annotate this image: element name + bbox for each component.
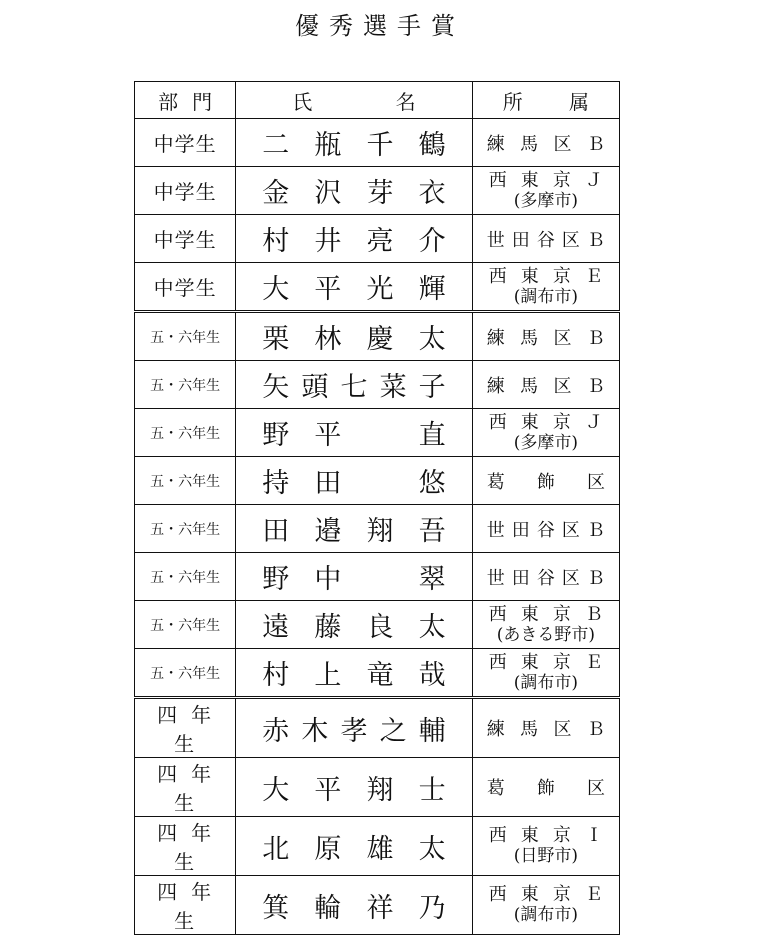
table-row: [135, 758, 620, 817]
header-name: 氏 名: [236, 82, 472, 119]
name-cell: 田邉翔吾: [236, 505, 472, 553]
name-cell: 村上竜哉: [236, 649, 472, 698]
table-row: [135, 263, 620, 312]
affiliation-cell: [472, 167, 619, 215]
affiliation-team: 西東京Ｅ: [488, 265, 603, 287]
affiliation-cell: [472, 817, 619, 876]
division-cell: 中学生: [135, 167, 236, 215]
affiliation-cell: [472, 601, 619, 649]
affiliation-city: (あきる野市): [496, 624, 595, 645]
table-row: [135, 698, 620, 758]
affiliation-city: (調布市): [513, 672, 578, 693]
table-row: [135, 553, 620, 601]
name-cell: 二瓶千鶴: [236, 119, 472, 167]
affiliation-cell: [472, 758, 619, 817]
name-cell: 村井亮介: [236, 215, 472, 263]
table-row: [135, 312, 620, 361]
affiliation-city: (多摩市): [513, 190, 578, 211]
table-header-row: [135, 82, 620, 119]
affiliation-cell: [472, 553, 619, 601]
affiliation-team: 世田谷区Ｂ: [486, 519, 605, 541]
award-table: [134, 81, 620, 935]
affiliation-cell: [472, 457, 619, 505]
affiliation-cell: [472, 505, 619, 553]
affiliation-cell: [472, 215, 619, 263]
table-row: [135, 361, 620, 409]
table-row: [135, 601, 620, 649]
affiliation-team: 世田谷区Ｂ: [486, 567, 605, 589]
affiliation-team: 西東京Ｉ: [488, 825, 603, 846]
division-cell: 五・六年生: [135, 649, 236, 698]
affiliation-team: 練馬区Ｂ: [486, 327, 605, 349]
affiliation-team: 西東京Ｊ: [488, 169, 603, 191]
table-row: [135, 119, 620, 167]
name-cell: 箕輪祥乃: [236, 876, 472, 935]
table-row: [135, 167, 620, 215]
table-row: [135, 876, 620, 935]
division-cell: 五・六年生: [135, 361, 236, 409]
division-cell: 中学生: [135, 215, 236, 263]
division-cell: 五・六年生: [135, 312, 236, 361]
affiliation-cell: [472, 876, 619, 935]
affiliation-city: (調布市): [513, 286, 578, 307]
table-row: [135, 457, 620, 505]
affiliation-city: (多摩市): [513, 432, 578, 453]
division-cell: 四年生: [135, 817, 236, 876]
name-cell: 北原雄太: [236, 817, 472, 876]
division-cell: 四年生: [135, 698, 236, 758]
table-row: [135, 505, 620, 553]
division-cell: 五・六年生: [135, 505, 236, 553]
header-affiliation: 所 属: [472, 82, 619, 119]
division-cell: 五・六年生: [135, 409, 236, 457]
affiliation-team: 西東京Ｊ: [488, 411, 603, 433]
affiliation-cell: [472, 409, 619, 457]
affiliation-city: (調布市): [513, 905, 578, 925]
affiliation-city: (日野市): [513, 846, 578, 866]
page-title: 優秀選手賞: [295, 12, 465, 40]
name-cell: 栗林慶太: [236, 312, 472, 361]
name-cell: 金沢芽衣: [236, 167, 472, 215]
name-cell: 野中 翠: [236, 553, 472, 601]
division-cell: 四年生: [135, 758, 236, 817]
table-row: [135, 409, 620, 457]
affiliation-team: 西東京Ｂ: [488, 603, 603, 625]
affiliation-team: 葛飾区: [486, 471, 605, 493]
name-cell: 矢頭七菜子: [236, 361, 472, 409]
affiliation-cell: [472, 263, 619, 312]
affiliation-cell: [472, 698, 619, 758]
affiliation-team: 西東京Ｅ: [488, 884, 603, 905]
affiliation-cell: [472, 649, 619, 698]
division-cell: 五・六年生: [135, 457, 236, 505]
name-cell: 持田 悠: [236, 457, 472, 505]
affiliation-cell: [472, 361, 619, 409]
affiliation-cell: [472, 119, 619, 167]
affiliation-team: 西東京Ｅ: [488, 651, 603, 673]
name-cell: 遠藤良太: [236, 601, 472, 649]
division-cell: 中学生: [135, 119, 236, 167]
name-cell: 野平 直: [236, 409, 472, 457]
affiliation-team: 世田谷区Ｂ: [486, 229, 605, 251]
affiliation-team: 練馬区Ｂ: [486, 133, 605, 155]
affiliation-team: 練馬区Ｂ: [486, 719, 605, 740]
name-cell: 赤木孝之輔: [236, 698, 472, 758]
name-cell: 大平光輝: [236, 263, 472, 312]
table-row: [135, 649, 620, 698]
affiliation-cell: [472, 312, 619, 361]
header-division: 部門: [135, 82, 236, 119]
table-row: [135, 817, 620, 876]
division-cell: 中学生: [135, 263, 236, 312]
affiliation-team: 葛飾区: [486, 778, 605, 799]
affiliation-team: 練馬区Ｂ: [486, 375, 605, 397]
table-row: [135, 215, 620, 263]
division-cell: 四年生: [135, 876, 236, 935]
division-cell: 五・六年生: [135, 601, 236, 649]
name-cell: 大平翔士: [236, 758, 472, 817]
division-cell: 五・六年生: [135, 553, 236, 601]
